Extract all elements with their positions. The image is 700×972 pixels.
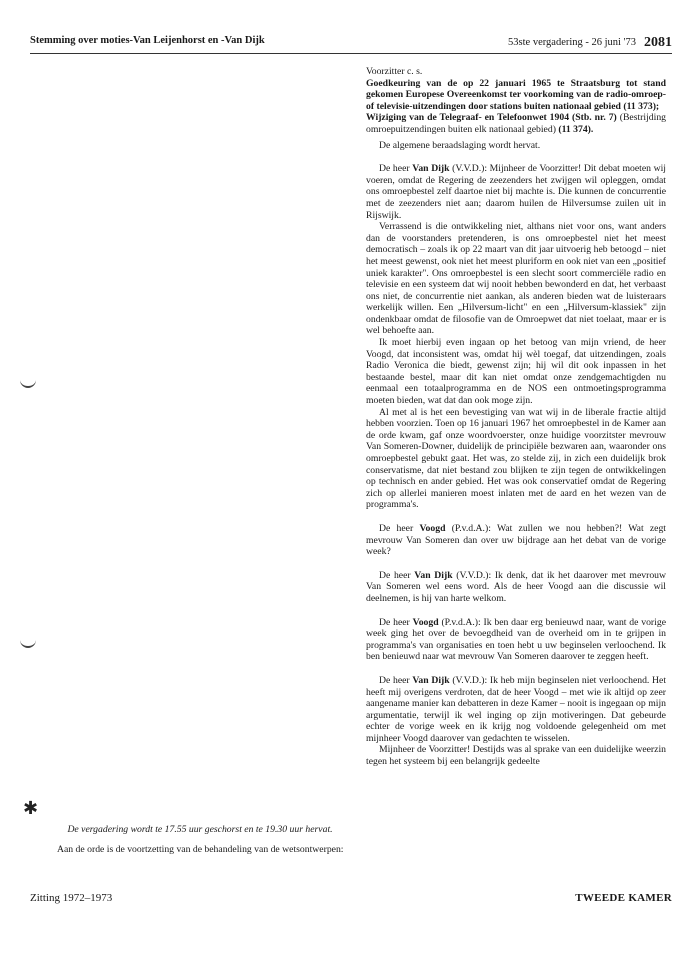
speech-paragraph: Al met al is het een bevestiging van wat wij in de liberale fractie altijd hebben voorzien. Toen op 16 januari 1967 het omroepbestel in de Kamer aan de orde kwam, gaf onze woordvoerster, onze huidige voorzitster mevrouw Van Someren-Downer, duidelijk de principiële bezwaren aan, waaronder ons omroepbestel gebukt gaat. Het was, zo stelde zij, in zich een duidelijk brok conservatisme, dat niet bestand zou blijken te zijn tegen de ontwikkelingen op technisch en ander gebied. Het was ook conservatief omdat de Regering zich op allerlei manieren moest inlaten met de aard en het wezen van de programma's. xyxy=(366,406,666,511)
page-header xyxy=(30,33,672,51)
header-rule xyxy=(30,53,672,54)
speaker-name: Voogd xyxy=(419,522,446,534)
agenda-note: Aan de orde is de voortzetting van de behandeling van de wetsontwerpen: xyxy=(57,843,344,855)
meeting-info xyxy=(508,35,672,51)
bill-title-2 xyxy=(366,112,666,135)
bill-title-2-bold: Wijziging van de Telegraaf- en Telefoonwet 1904 (Stb. nr. 7) xyxy=(366,112,617,124)
speech-text: (V.V.D.): Ik heb mijn beginselen niet verloochend. Het heeft mij overigens verdroten, dat de heer Voogd – met wie ik altijd op zeer aangename manier kan debatteren in deze Kamer – nooit is ingegaan op mijn argumentatie, terwijl ik wel inging op zijn motiveringen. Dat gebeurde echter de vorige week en ik krijg nog voldoende gelegenheid om met mijnheer Voogd daarover van gedachten te wisselen. xyxy=(366,674,667,744)
speech-paragraph xyxy=(366,675,666,745)
speech-paragraph xyxy=(366,617,666,663)
speech-text: (V.V.D.): Mijnheer de Voorzitter! Dit debat moeten wij voeren, omdat de Regering de zeezenders het zwijgen wil opleggen, omdat ons omroepbestel zelf daartoe niet bij machte is. Die kunnen de concurrentie met de zeezenders niet aan; daarom huilen de Hilversumse zuilen uit in Rijswijk. xyxy=(366,163,666,221)
speaker-name: Van Dijk xyxy=(412,674,450,686)
speech-paragraph: Verrassend is die ontwikkeling niet, althans niet voor ons, want anders dan de voorstanders pretenderen, is ons omroepbestel niet het meest democratisch – zoals ik op 22 maart van dit jaar uitvoerig heb betoogd – niet het meest gewenst, ook niet het meest pluriform en ook niet van een „positief uniek karakter". Ons omroepbestel is een slecht soort commerciële radio en televisie en een systeem dat wij nooit hebben bewonderd en dat, het verbaast ons niet, de concurrentie niet aankan, als anderen bieden wat de luisteraars werkelijk willen. Een „Hilversum-licht" en een „Hilversum-klassiek" zijn ondenkbaar omdat de filosofie van de Omroepwet dat niet toelaat, maar er is wel behoefte aan. xyxy=(366,221,666,337)
speaker-name: Van Dijk xyxy=(414,569,453,581)
speech-paragraph xyxy=(366,163,666,221)
chamber-label: TWEEDE KAMER xyxy=(575,892,672,904)
session-label: Zitting 1972–1973 xyxy=(30,892,113,904)
bill-title-1: Goedkeuring van de op 22 januari 1965 te Straatsburg tot stand gekomen Europese Overeenkomst ter voorkoming van de radio-omroep- of televisie-uitzendingen door stations buiten nationaal gebied (11 373); xyxy=(366,77,666,112)
speech-paragraph xyxy=(366,570,666,605)
margin-asterisk-icon: ✱ xyxy=(23,798,39,819)
left-column xyxy=(44,824,356,855)
margin-mark xyxy=(20,378,36,388)
bill-title-2-text: (Bestrijding omroepuitzendingen buiten elk nationaal gebied) xyxy=(366,112,667,135)
page-number: 2081 xyxy=(644,35,672,50)
speaker-prefix: De heer xyxy=(379,569,415,581)
speech-paragraph: Mijnheer de Voorzitter! Destijds was al sprake van een duidelijke weerzin tegen het systeem bij een belangrijk gedeelte xyxy=(366,744,666,768)
speech-text: (P.v.d.A.): Wat zullen we nou hebben?! Wat zegt mevrouw Van Someren dan over uw bijdrage aan het debat van de vorige week? xyxy=(366,522,667,558)
running-title: Stemming over moties-Van Leijenhorst en -Van Dijk xyxy=(30,35,265,46)
speaker-prefix: De heer xyxy=(379,522,420,534)
adjournment-note: De vergadering wordt te 17.55 uur geschorst en te 19.30 uur hervat. xyxy=(67,824,333,835)
speech-text: (P.v.d.A.): Ik ben daar erg benieuwd naar, want de vorige week ging het over de bevoegdheid van de overheid om in te grijpen in programma's van organisaties en toen hebt u uw beginselen verloochend. Ik ben benieuwd naar wat mevrouw Van Someren daarover te zeggen heeft. xyxy=(366,616,666,663)
page-footer xyxy=(30,892,672,908)
margin-mark xyxy=(20,638,36,648)
speech-text: (V.V.D.): Ik denk, dat ik het daarover met mevrouw Van Someren wel eens word. Als de heer Voogd aan die discussie wil deelnemen, is hij van harte welkom. xyxy=(366,569,667,604)
resumption-note: De algemene beraadslaging wordt hervat. xyxy=(379,139,541,151)
speech-paragraph: Ik moet hierbij even ingaan op het betoog van mijn vriend, de heer Voogd, dat inconsistent was, omdat hij wèl toegaf, dat uitzendingen, zoals Radio Veronica die biedt, gewenst zijn; hij wil dit ook inpassen in het bestaande bestel, maar dit kan niet omdat onze zendgemachtigden nu eenmaal een totaalprogramma en de NOS een ontmoetingsprogramma moeten bieden, wat dat dan ook moge zijn. xyxy=(366,337,666,407)
speaker-prefix: De heer xyxy=(379,674,413,686)
speaker-name: Van Dijk xyxy=(412,163,450,175)
meeting-date: 53ste vergadering - 26 juni '73 xyxy=(508,37,636,48)
bill-title-2-number: (11 374). xyxy=(558,123,594,135)
speaker-prefix: De heer xyxy=(379,616,413,628)
chair-note: Voorzitter c. s. xyxy=(366,66,423,77)
speaker-prefix: De heer xyxy=(379,163,413,175)
right-column xyxy=(366,66,666,768)
speech-paragraph xyxy=(366,523,666,558)
speaker-name: Voogd xyxy=(412,616,439,628)
